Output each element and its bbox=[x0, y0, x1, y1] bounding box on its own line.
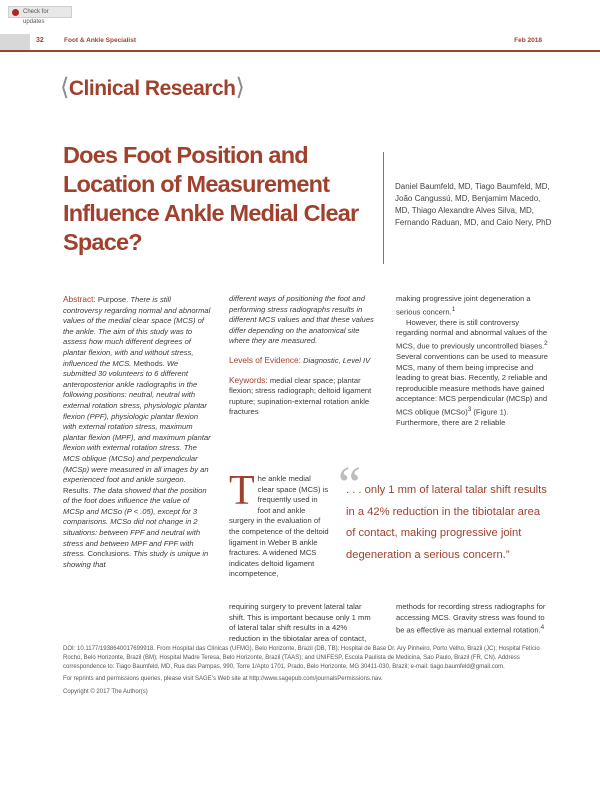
crossmark-icon bbox=[12, 9, 19, 16]
check-updates-label: Check for updates bbox=[23, 9, 49, 25]
conclusions-text-start: This study is unique in showing that bbox=[63, 549, 209, 569]
title-divider bbox=[383, 152, 384, 264]
keywords-value: medial clear space; plantar flexion; stress radiograph; deltoid ligament rupture; supination-external rotation ankle fractures bbox=[229, 375, 372, 417]
col3-top-text: making progressive joint degeneration a serious concern. bbox=[396, 294, 531, 317]
footnotes bbox=[63, 645, 551, 701]
journal-name: Foot & Ankle Specialist bbox=[64, 37, 136, 44]
issue-date: Feb 2018 bbox=[514, 37, 542, 44]
evidence-value: Diagnostic, Level IV bbox=[303, 355, 371, 365]
para2-cont: Several conventions can be used to measure MCS, many of them being imprecise and leading to great bias. Recently, 2 reliable and reproducible measure methods have gained acceptance: MCS perpendicular (MCSp) and MCS oblique (MCSo) bbox=[396, 352, 548, 417]
article-title: Does Foot Position and Location of Measurement Influence Ankle Medial Clear Space? bbox=[63, 142, 359, 255]
methods-label: Methods. bbox=[133, 358, 165, 368]
quote-mark-icon: “ bbox=[338, 457, 362, 514]
check-for-updates-badge[interactable] bbox=[8, 6, 72, 25]
intro-paragraph bbox=[229, 468, 329, 580]
conclusions-text-cont: different ways of positioning the foot and performing stress radiographs results in different MCS values and that these values differ depending on the anatomical site where they are measured. bbox=[229, 294, 374, 346]
abstract-label: Abstract: bbox=[63, 294, 96, 304]
page-number: 32 bbox=[36, 37, 44, 44]
abstract-continued-column bbox=[229, 294, 379, 418]
body-column-right-bottom bbox=[396, 602, 548, 636]
col3-bottom-text: methods for recording stress radiographs for accessing MCS. Gravity stress was found to be as effective as manual external rotation. bbox=[396, 602, 546, 635]
copyright: Copyright © 2017 The Author(s) bbox=[63, 689, 148, 696]
results-text: The data showed that the position of the foot does influence the value of MCSp and MCSo (P < .05), except for 3 comparisons. MCSo did not change in 2 situations: between FPF and neutral with stress and between MPF and FPF with stress. bbox=[63, 485, 207, 559]
keywords-label: Keywords: bbox=[229, 374, 268, 385]
drop-cap: T bbox=[229, 468, 255, 514]
section-label bbox=[60, 73, 244, 102]
doi-affiliations: DOI: 10.1177/1938640017699918. From Hospital das Clínicas (UFMG), Belo Horizonte, Brazil (DB, TB); Hospital de Base Dr. Ary Pinheiro, Porto Velho, Brazil (JC); Hospital Felício Rocho, Belo Horizonte, Brazil (BM); Hospital Madre Teresa, Belo Horizonte, Brazil (TAAS); and UNIFESP, Escola Paulista de Medicina, Sao Paulo, Brazil (FR, CN). Address correspondence to: Tiago Baumfeld, MD, Rua das Pampas, 990, Torre 1/Apto 1701, Prado, Belo Horizonte, MG 30411-030, Brazil; e-mail: tiago.baumfeld@gmail.com. bbox=[63, 646, 540, 670]
citation-4: 4 bbox=[540, 624, 545, 632]
intro-text: he ankle medial clear space (MCS) is frequently used in foot and ankle surgery in the evaluation of the competence of the deltoid ligament in Weber B ankle fractures. A widened MCS indicates deltoid ligament incompetence, bbox=[229, 474, 329, 579]
left-angle-bracket-icon: ⟨ bbox=[60, 74, 69, 101]
para2-text: However, there is still controversy regarding normal and abnormal values of the MCS, due to previously uncontrolled biases. bbox=[396, 317, 548, 351]
purpose-text: There is still controversy regarding normal and abnormal values of the medial clear space (MCS) of the ankle. The aim of this study was to assess how much different degrees of plantar flexion, with and without stress, influenced the MCS. bbox=[63, 295, 211, 368]
header-rule bbox=[0, 50, 600, 52]
purpose-label: Purpose. bbox=[97, 295, 129, 304]
evidence-label: Levels of Evidence: bbox=[229, 354, 301, 365]
author-list: Daniel Baumfeld, MD, Tiago Baumfeld, MD, João Cangussú, MD, Benjamim Macedo, MD, Thiago Alexandre Alves Silva, MD, Fernando Raduan, MD, and Caio Nery, PhD bbox=[395, 182, 552, 227]
abstract-column bbox=[63, 294, 211, 570]
intro-continued: requiring surgery to prevent lateral talar shift. This is important because only 1 mm of lateral talar shift results in a 42% reduction in the tibiotalar area of contact, bbox=[229, 602, 371, 643]
right-angle-bracket-icon: ⟩ bbox=[235, 74, 245, 101]
citation-2: 2 bbox=[544, 339, 548, 347]
methods-text: We submitted 30 volunteers to 6 different anteroposterior ankle radiographs in the following positions: neutral, neutral with external rotation stress, physiologic plantar flexion (PPF), physiologic plantar flexion with external rotation stress, maximum plantar flexion (MPF), and maximum plantar flexion with external rotation stress. The MCS oblique (MCSo) and perpendicular (MCSp) were measured in all images by an experienced foot and ankle surgeon. bbox=[63, 358, 211, 485]
citation-1: 1 bbox=[451, 305, 456, 313]
header-side-block bbox=[0, 34, 30, 50]
body-column-right bbox=[396, 294, 548, 429]
permissions-note: For reprints and permissions queries, please visit SAGE’s Web site at http://www.sagepub.com/journalsPermissions.nav. bbox=[63, 676, 383, 683]
pull-quote bbox=[338, 457, 548, 592]
section-label-text: Clinical Research bbox=[68, 77, 236, 100]
results-label: Results. bbox=[63, 485, 91, 495]
conclusions-label: Conclusions. bbox=[87, 549, 131, 559]
running-header bbox=[0, 34, 600, 50]
pull-quote-text: . . . only 1 mm of lateral talar shift results in a 42% reduction in the tibiotalar area of contact, making progressive joint degeneration a serious concern.” bbox=[346, 484, 547, 561]
para2-end: (Figure 1). Furthermore, there are 2 reliable bbox=[396, 407, 509, 428]
citation-3: 3 bbox=[467, 406, 472, 413]
